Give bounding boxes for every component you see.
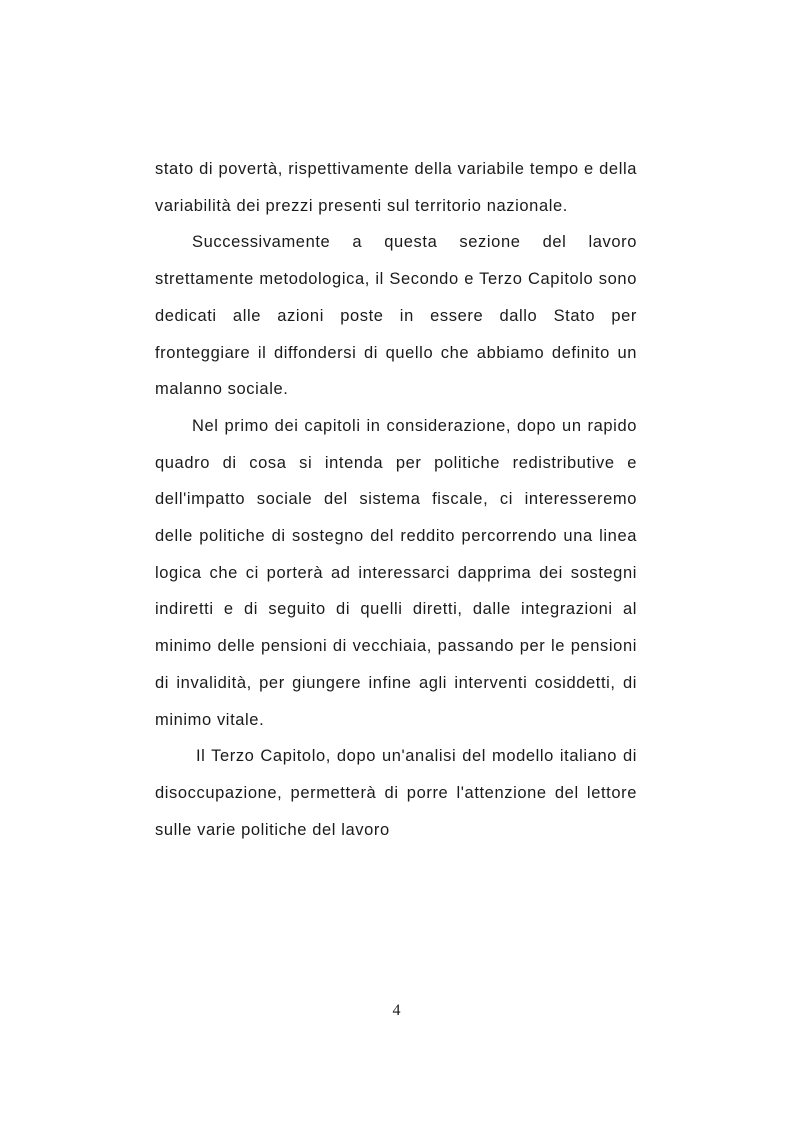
page-number: 4: [392, 1002, 401, 1019]
paragraph-third-chapter: Il Terzo Capitolo, dopo un'analisi del modello italiano di disoccupazione, permetterà di porre l'attenzione del lettore sulle varie politiche del lavoro: [155, 747, 637, 839]
body-text: [155, 151, 637, 848]
paragraph-methodology: Successivamente a questa sezione del lavoro strettamente metodologica, il Secondo e Terzo Capitolo sono dedicati alle azioni poste in essere dallo Stato per fronteggiare il diffondersi di quello che abbiamo definito un malanno sociale.: [155, 233, 637, 399]
paragraph-continuation: stato di povertà, rispettivamente della variabile tempo e della variabilità dei prezzi presenti sul territorio nazionale.: [155, 160, 637, 215]
paragraph-redistributive-policies: Nel primo dei capitoli in considerazione, dopo un rapido quadro di cosa si intenda per politiche redistributive e dell'impatto sociale del sistema fiscale, ci interesseremo delle politiche di sostegno del reddito percorrendo una linea logica che ci porterà ad interessarci dapprima dei sostegni indiretti e di seguito di quelli diretti, dalle integrazioni al minimo delle pensioni di vecchiaia, passando per le pensioni di invalidità, per giungere infine agli interventi cosiddetti, di minimo vitale.: [155, 416, 637, 729]
